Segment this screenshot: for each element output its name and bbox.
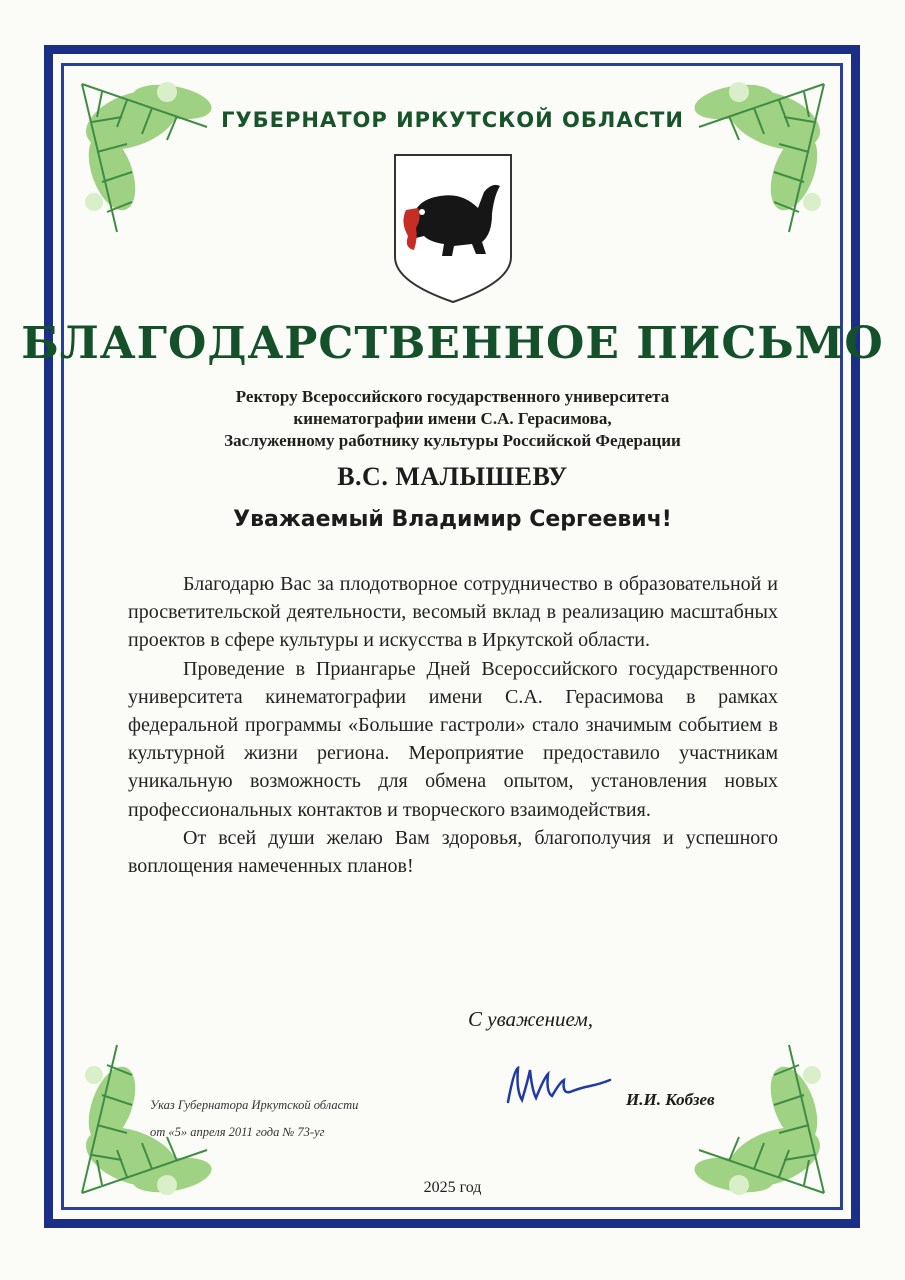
decree-reference-line-1: Указ Губернатора Иркутской области [150,1098,359,1112]
letter-body [128,570,778,880]
closing-regards: С уважением, [468,1007,593,1031]
letter-year: 2025 год [423,1179,482,1196]
body-paragraph-2: Проведение в Приангарье Дней Всероссийского государственного университета кинематографии имени С.А. Герасимова в рамках федеральной программы «Большие гастроли» стало значимым событием в культурной жизни региона. Мероприятие предоставило участникам уникальную возможность для обмена опытом, установления новых профессиональных контактов и творческого взаимодействия. [128,657,778,821]
body-paragraph-3: От всей души желаю Вам здоровья, благополучия и успешного воплощения намеченных планов! [128,826,778,878]
letter-title: БЛАГОДАРСТВЕННОЕ ПИСЬМО [21,318,884,369]
recipient-line-3: Заслуженному работнику культуры Российской Федерации [224,431,681,450]
governor-heading: ГУБЕРНАТОР ИРКУТСКОЙ ОБЛАСТИ [221,108,684,132]
recipient-line-2: кинематографии имени С.А. Герасимова, [293,409,612,428]
pine-branch-ornament-top-right [684,72,834,242]
salutation: Уважаемый Владимир Сергеевич! [233,507,672,532]
body-paragraph-1: Благодарю Вас за плодотворное сотрудничество в образовательной и просветительской деятельности, весомый вклад в реализацию масштабных проектов в сфере культуры и искусства в Иркутской области. [128,573,778,652]
handwritten-signature [500,1060,615,1110]
pine-branch-ornament-top-left [72,72,222,242]
signer-name: И.И. Кобзев [626,1090,715,1109]
recipient-name: В.С. МАЛЫШЕВУ [337,462,568,491]
decree-reference-line-2: от «5» апреля 2011 года № 73-уг [150,1125,325,1139]
recipient-line-1: Ректору Всероссийского государственного университета [235,387,670,406]
irkutsk-coat-of-arms-icon [392,152,514,304]
